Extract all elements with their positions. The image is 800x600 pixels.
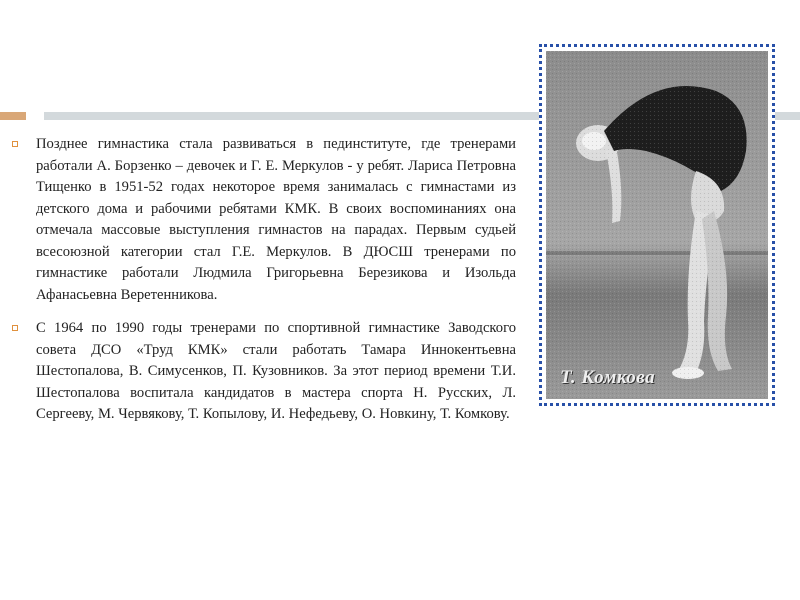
photo-frame xyxy=(539,44,775,406)
photo-caption: Т. Комкова xyxy=(560,367,656,388)
header-accent-bar xyxy=(0,112,26,120)
paragraph-2 xyxy=(12,318,516,426)
paragraph-1 xyxy=(12,134,516,306)
gymnast-illustration xyxy=(546,51,768,399)
gymnast-photo xyxy=(546,51,768,399)
paragraph-1-text: Позднее гимнастика стала развиваться в пединституте, где тренерами работали А. Борзенко – девочек и Г. Е. Меркулов - у ребят. Лариса Петровна Тищенко в 1951-52 годах некоторое время занималась с гимнастами из детского дома и рабочими ребятами КМК. В своих воспоминаниях она отмечала массовые выступления гимнастов на парадах. Первым судьей всесоюзной категории стал Г.Е. Меркулов. В ДЮСШ тренерами по гимнастике работали Людмила Григорьевна Березикова и Изольда Афанасьевна Веретенникова. xyxy=(36,136,516,303)
text-content xyxy=(12,134,516,438)
bullet-square-icon xyxy=(12,325,18,331)
paragraph-2-text: С 1964 по 1990 годы тренерами по спортивной гимнастике Заводского совета ДСО «Труд КМК» стали работать Тамара Иннокентьевна Шестопалова, В. Симусенков, П. Кузовников. За этот период времени Т.И. Шестопалова воспитала кандидатов в мастера спорта Н. Русских, Л. Сергееву, М. Червякову, Т. Копылову, И. Нефедьеву, О. Новкину, Т. Комкову. xyxy=(36,320,516,422)
bullet-square-icon xyxy=(12,141,18,147)
